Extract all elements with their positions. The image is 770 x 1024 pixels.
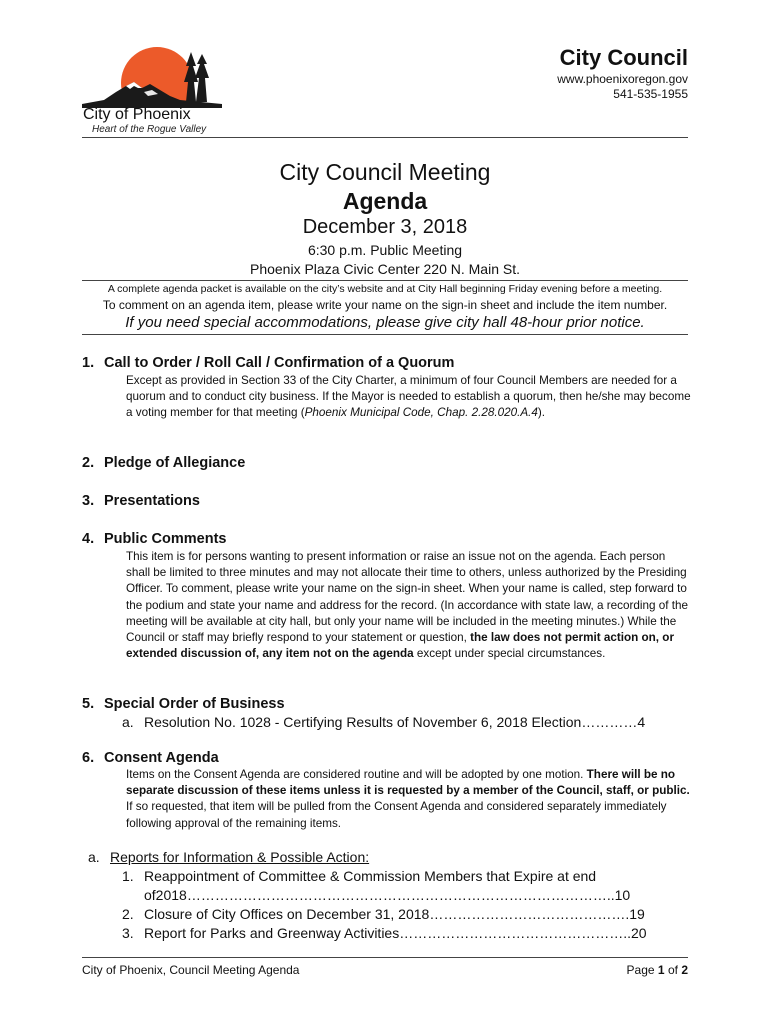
item-number: 1. xyxy=(82,355,95,371)
item-6-description xyxy=(126,767,692,832)
report-number: 2. xyxy=(122,906,134,922)
report-number: 3. xyxy=(122,925,134,941)
item-title: Public Comments xyxy=(104,531,227,547)
item-number: 4. xyxy=(82,531,95,547)
report-item-1 xyxy=(122,867,596,886)
desc-text: This item is for persons wanting to present information or raise an issue not on the agenda. Each person shall be limited to three minutes and may not allocate their time to others, unless authorized by the Presiding Officer. To comment, please write your name on the sign-in sheet. When your name is called, step forward to the podium and state your name and address for the record. (In accordance with state law, a recording of the meeting will be available at city hall, but only your name will be included in the meeting minutes.) While the Council or staff may briefly respond to your statement or question, xyxy=(126,550,688,645)
meeting-time: 6:30 p.m. Public Meeting xyxy=(307,242,463,258)
packet-notice: A complete agenda packet is available on the city’s website and at City Hall beginning Friday evening before a meeting. xyxy=(107,283,663,295)
agenda-item-3 xyxy=(82,492,200,510)
agenda-item-1 xyxy=(82,354,454,372)
item-1-description xyxy=(126,373,692,422)
desc-text-end: If so requested, that item will be pulled from the Consent Agenda and considered separately immediately following approval of the remaining items. xyxy=(126,800,667,830)
footer-title: City of Phoenix, Council Meeting Agenda xyxy=(82,963,300,977)
notice-divider-bottom xyxy=(82,334,688,335)
agenda-item-6 xyxy=(82,749,219,767)
report-number: 1. xyxy=(122,868,134,884)
item-number: 6. xyxy=(82,750,95,766)
item-title: Special Order of Business xyxy=(104,696,285,712)
agenda-item-5 xyxy=(82,695,285,713)
desc-text: Except as provided in Section 33 of the City Charter, a minimum of four Council Members are needed for a quorum and to conduct city business. If the Mayor is needed to establish a quorum, then he/she may become a voting member for that meeting ( xyxy=(126,374,691,420)
item-title: Pledge of Allegiance xyxy=(104,455,246,471)
report-item-3 xyxy=(122,924,647,943)
notice-divider-top xyxy=(82,280,688,281)
report-text: Closure of City Offices on December 31, 2018…………………………………….19 xyxy=(144,906,645,922)
subitem-text: Resolution No. 1028 - Certifying Results of November 6, 2018 Election…………4 xyxy=(144,714,646,730)
accommodations-notice: If you need special accommodations, please give city hall 48-hour prior notice. xyxy=(125,314,645,331)
page-number: 1 xyxy=(657,963,665,977)
agenda-item-4 xyxy=(82,530,226,548)
footer-divider xyxy=(82,957,688,958)
comment-notice: To comment on an agenda item, please write your name on the sign-in sheet and include the item number. xyxy=(102,298,668,312)
desc-text-end: except under special circumstances. xyxy=(413,647,606,661)
item-5-subitem xyxy=(122,713,645,732)
reports-label: a. xyxy=(88,849,100,865)
report-text: Report for Parks and Greenway Activities…………………………………………..20 xyxy=(144,925,647,941)
subitem-label: a. xyxy=(122,714,134,730)
report-text-cont: of2018………………………………………………………………………………..10 xyxy=(144,887,631,903)
page-label: Page xyxy=(626,963,655,977)
header-title: City Council xyxy=(559,45,688,70)
meeting-date: December 3, 2018 xyxy=(302,216,468,238)
report-item-1-cont xyxy=(144,886,630,905)
item-number: 5. xyxy=(82,696,95,712)
meeting-title: City Council Meeting xyxy=(279,159,491,185)
desc-emphasis: There will be no separate discussion of these items unless it is requested by a member of the Council, staff, or public. xyxy=(126,768,690,798)
city-name: City of Phoenix xyxy=(83,106,191,123)
item-number: 2. xyxy=(82,455,95,471)
item-title: Consent Agenda xyxy=(104,750,219,766)
page-indicator xyxy=(627,963,688,977)
header-contact xyxy=(557,44,688,102)
page-of: of xyxy=(667,963,678,977)
reports-heading xyxy=(88,848,369,867)
page-total: 2 xyxy=(681,963,688,977)
website-link[interactable]: www.phoenixoregon.gov xyxy=(557,72,688,86)
desc-text-end: ). xyxy=(537,406,546,420)
desc-emphasis: the law does not permit action on, or extended discussion of, any item not on the agenda xyxy=(126,631,674,661)
reports-title: Reports for Information & Possible Action: xyxy=(110,849,370,865)
desc-text: Items on the Consent Agenda are considered routine and will be adopted by one motion. xyxy=(126,768,587,781)
item-title: Call to Order / Roll Call / Confirmation of a Quorum xyxy=(104,355,455,371)
meeting-location: Phoenix Plaza Civic Center 220 N. Main St. xyxy=(249,261,520,277)
item-number: 3. xyxy=(82,493,95,509)
meeting-subtitle: Agenda xyxy=(342,188,428,214)
report-text: Reappointment of Committee & Commission Members that Expire at end xyxy=(144,868,597,884)
city-tagline: Heart of the Rogue Valley xyxy=(92,124,207,135)
city-logo xyxy=(82,44,222,108)
desc-citation: Phoenix Municipal Code, Chap. 2.28.020.A.4 xyxy=(304,406,538,420)
phone-number: 541-535-1955 xyxy=(613,87,688,101)
item-title: Presentations xyxy=(104,493,200,509)
report-item-2 xyxy=(122,905,645,924)
header-divider xyxy=(82,137,688,138)
agenda-item-2 xyxy=(82,454,245,472)
item-4-description xyxy=(126,549,692,662)
